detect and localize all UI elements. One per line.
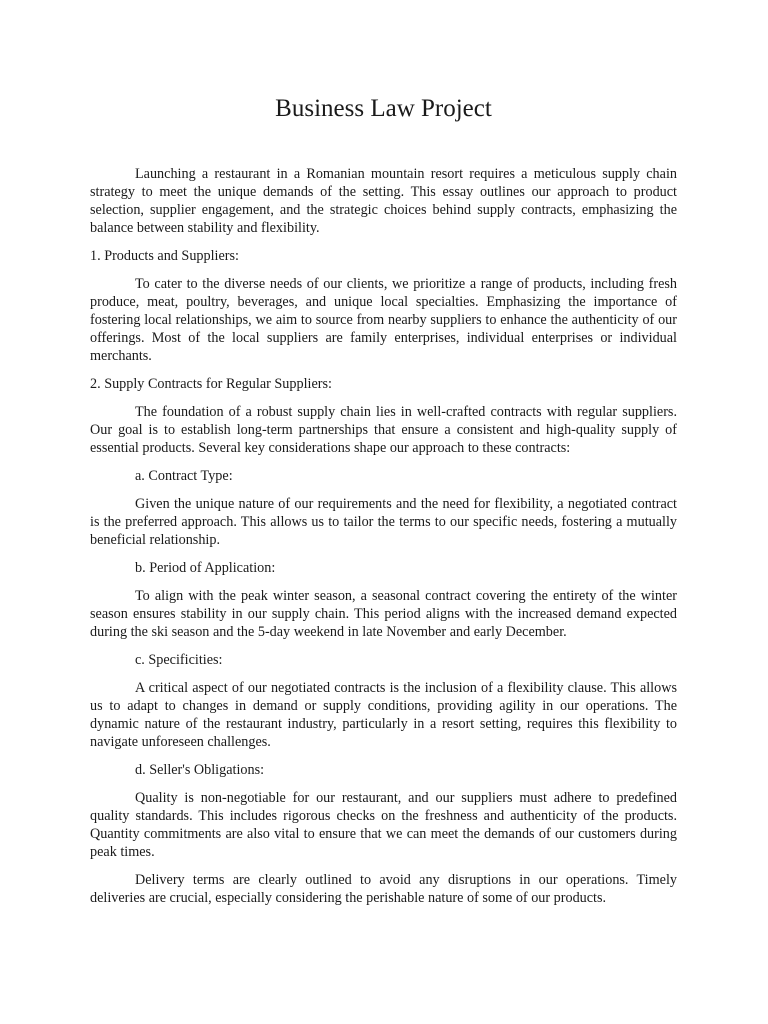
section-2-heading: 2. Supply Contracts for Regular Suppliers:: [90, 376, 332, 392]
subsection-d-paragraph-2: Delivery terms are clearly outlined to avoid any disruptions in our operations. Timely deliveries are crucial, especially considering the perishable nature of some of our products.: [90, 872, 677, 906]
section-1-heading: 1. Products and Suppliers:: [90, 248, 239, 264]
intro-paragraph: Launching a restaurant in a Romanian mountain resort requires a meticulous supply chain strategy to meet the unique demands of the setting. This essay outlines our approach to product selection, supplier engagement, and the strategic choices behind supply contracts, emphasizing the balance between stability and flexibility.: [90, 166, 677, 236]
subsection-d-heading: d. Seller's Obligations:: [135, 762, 265, 778]
subsection-a-paragraph: Given the unique nature of our requirements and the need for flexibility, a negotiated contract is the preferred approach. This allows us to tailor the terms to our specific needs, fostering a mutually beneficial relationship.: [90, 496, 677, 548]
document-page: [90, 92, 677, 917]
subsection-c-heading: c. Specificities:: [135, 652, 223, 668]
section-1-paragraph: To cater to the diverse needs of our clients, we prioritize a range of products, including fresh produce, meat, poultry, beverages, and unique local specialties. Emphasizing the importance of fostering local relationships, we aim to source from nearby suppliers to enhance the authenticity of our offerings. Most of the local suppliers are family enterprises, individual enterprises or individual merchants.: [90, 276, 677, 364]
subsection-c-paragraph: A critical aspect of our negotiated contracts is the inclusion of a flexibility clause. This allows us to adapt to changes in demand or supply conditions, providing agility in our operations. The dynamic nature of the restaurant industry, particularly in a resort setting, requires this flexibility to navigate unforeseen challenges.: [90, 680, 677, 750]
subsection-b-heading: b. Period of Application:: [135, 560, 276, 576]
page-title: Business Law Project: [275, 95, 492, 122]
subsection-b-paragraph: To align with the peak winter season, a seasonal contract covering the entirety of the winter season ensures stability in our supply chain. This period aligns with the increased demand expected during the ski season and the 5-day weekend in late November and early December.: [90, 588, 677, 640]
section-2-paragraph: The foundation of a robust supply chain lies in well-crafted contracts with regular suppliers. Our goal is to establish long-term partnerships that ensure a consistent and high-quality supply of essential products. Several key considerations shape our approach to these contracts:: [90, 404, 677, 456]
subsection-d-paragraph-1: Quality is non-negotiable for our restaurant, and our suppliers must adhere to predefined quality standards. This includes rigorous checks on the freshness and authenticity of the products. Quantity commitments are also vital to ensure that we can meet the demands of our customers during peak times.: [90, 790, 677, 860]
subsection-a-heading: a. Contract Type:: [135, 468, 233, 484]
